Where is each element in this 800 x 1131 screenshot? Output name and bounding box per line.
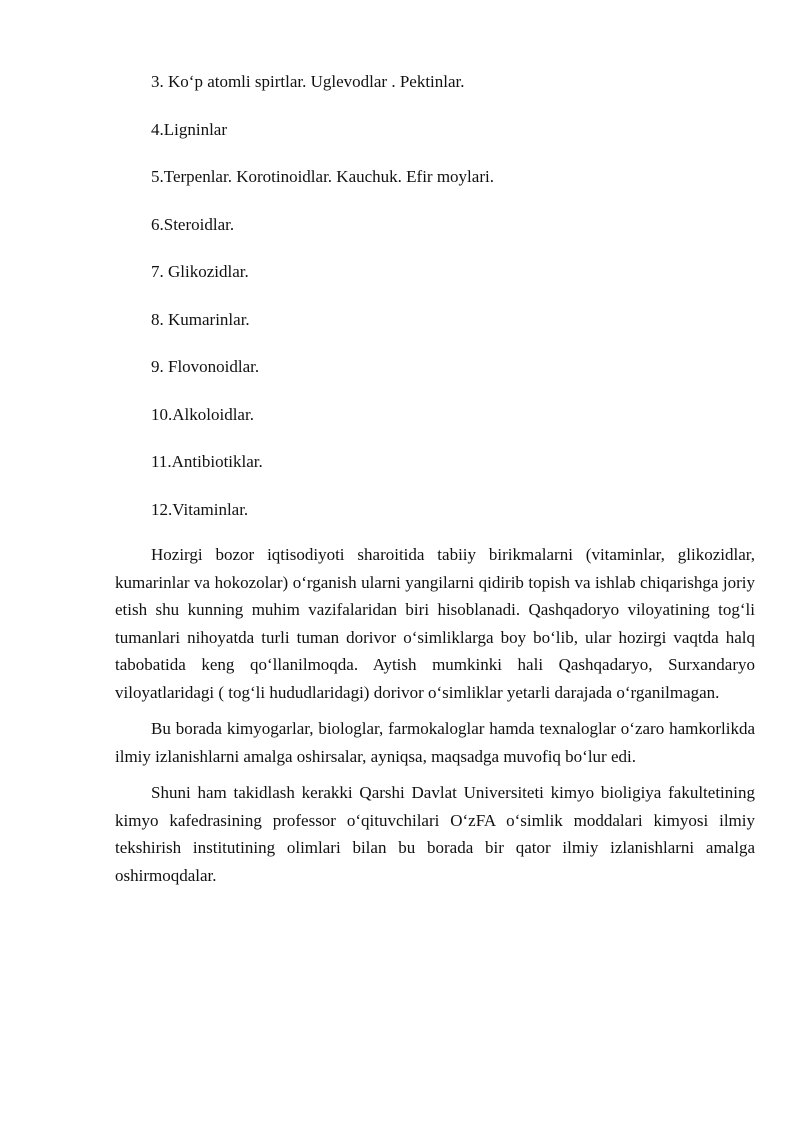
compound-list: [115, 70, 755, 521]
document-page: [115, 70, 755, 898]
paragraph-university-research: Shuni ham takidlash kerakki Qarshi Davlat Universiteti kimyo bioligiya fakultetining kimyo kafedrasining professor o‘qituvchilari O‘zFA o‘simlik moddalari kimyosi ilmiy tekshirish institutining olimlari bilan bu borada bir qator ilmiy izlanishlarni amalga oshirmoqdalar.: [115, 783, 755, 885]
list-item: 6.Steroidlar.: [151, 214, 235, 234]
list-item: 4.Ligninlar: [151, 119, 228, 139]
paragraph-market-economy: Hozirgi bozor iqtisodiyoti sharoitida tabiiy birikmalarni (vitaminlar, glikozidlar, kumarinlar va hokozolar) o‘rganish ularni yangilarni qidirib topish va ishlab chiqarishga joriy etish shu kunning muhim vazifalaridan biri hisoblanadi. Qashqadoryo viloyatining tog‘li tumanlari nihoyatda turli tuman dorivor o‘simliklarga boy bo‘lib, ular hozirgi vaqtda halq tabobatida keng qo‘llanilmoqda. Aytish mumkinki hali Qashqadaryo, Surxandaryo viloyatlaridagi ( tog‘li hududlaridagi) dorivor o‘simliklar yetarli darajada o‘rganilmagan.: [115, 545, 755, 702]
list-item: 11.Antibiotiklar.: [151, 452, 263, 471]
list-item: 3. Ko‘p atomli spirtlar. Uglevodlar . Pektinlar.: [151, 72, 465, 91]
list-item: 5.Terpenlar. Korotinoidlar. Kauchuk. Efir moylari.: [151, 167, 494, 186]
list-item: 12.Vitaminlar.: [151, 499, 249, 519]
paragraph-cooperation: Bu borada kimyogarlar, biologlar, farmokaloglar hamda texnaloglar o‘zaro hamkorlikda ilmiy izlanishlarni amalga oshirsalar, ayniqsa, maqsadga muvofiq bo‘lur edi.: [115, 719, 755, 766]
list-item: 8. Kumarinlar.: [151, 309, 250, 329]
list-item: 7. Glikozidlar.: [151, 262, 249, 281]
list-item: 9. Flovonoidlar.: [151, 357, 260, 376]
list-item: 10.Alkoloidlar.: [151, 404, 254, 424]
